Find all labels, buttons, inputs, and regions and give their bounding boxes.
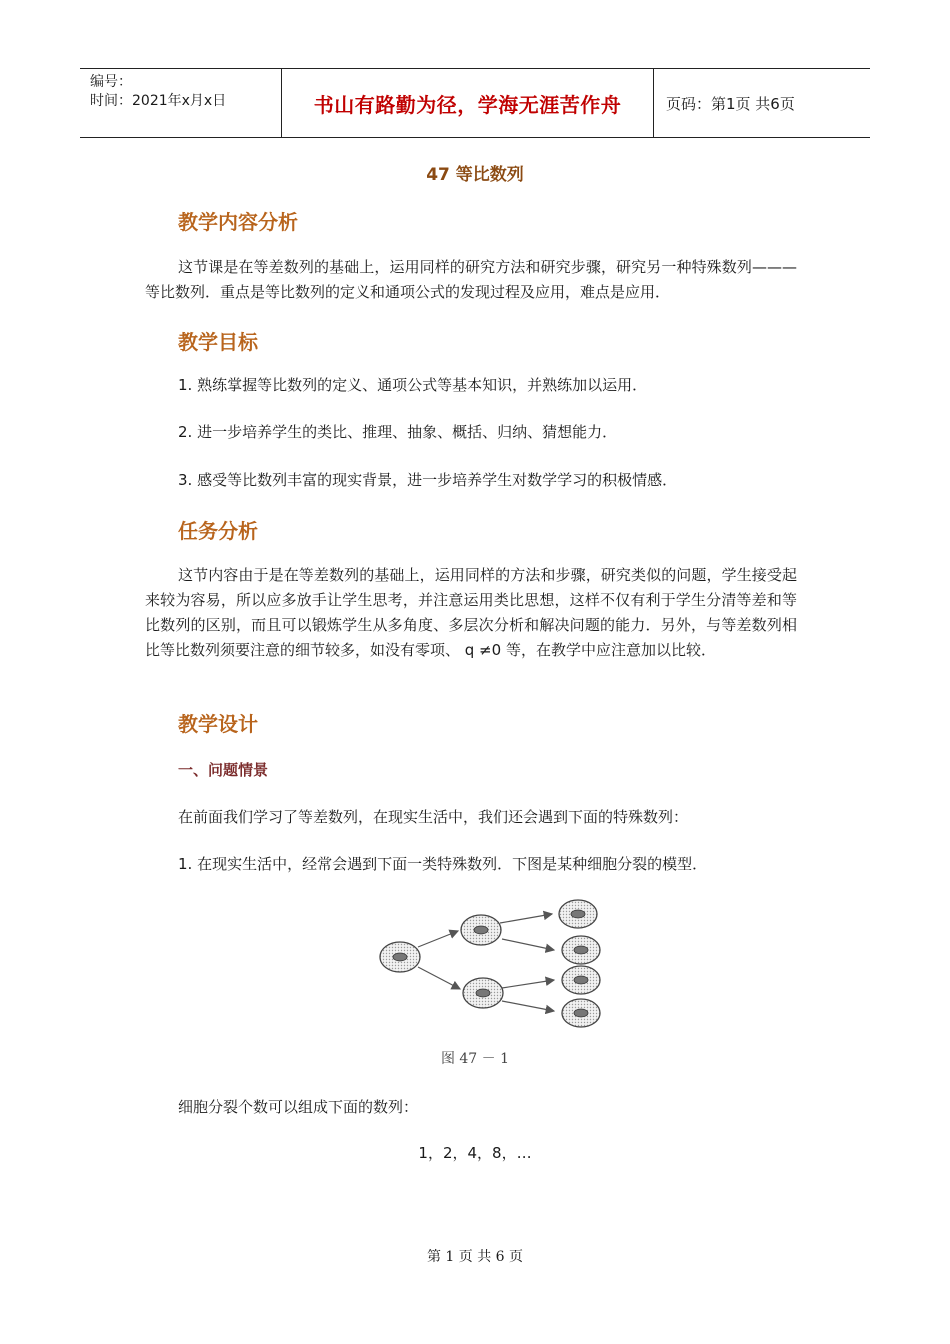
content-analysis-text: 这节课是在等差数列的基础上，运用同样的研究方法和研究步骤，研究另一种特殊数列———等比数列．重点是等比数列的定义和通项公式的发现过程及应用，难点是应用． xyxy=(145,258,797,301)
time-label: 时间：2021年x月x日 xyxy=(90,93,227,109)
header-table xyxy=(80,68,870,138)
subheading-problem-situation: 一、问题情景 xyxy=(178,761,269,779)
figure-caption: 图 47 － 1 xyxy=(440,1051,510,1067)
header-meta xyxy=(80,69,282,137)
design-item-1: 1. 在现实生活中，经常会遇到下面一类特殊数列．下图是某种细胞分裂的模型． xyxy=(178,855,708,873)
page-info: 页码：第1页 共6页 xyxy=(666,94,795,113)
heading-objectives: 教学目标 xyxy=(178,330,258,354)
sequence-formula: 1，2，4，8，… xyxy=(418,1144,532,1162)
page-footer: 第 1 页 共 6 页 xyxy=(426,1249,524,1265)
cell xyxy=(562,966,600,994)
heading-content-analysis: 教学内容分析 xyxy=(178,210,298,234)
objective-item: 2. 进一步培养学生的类比、推理、抽象、概括、归纳、猜想能力． xyxy=(178,423,618,441)
after-figure-text: 细胞分裂个数可以组成下面的数列： xyxy=(178,1098,419,1116)
document-title: 47 等比数列 xyxy=(426,165,524,185)
header-motto xyxy=(282,69,654,137)
number-label: 编号： xyxy=(90,74,132,90)
cell xyxy=(463,978,503,1008)
objective-item: 3. 感受等比数列丰富的现实背景，进一步培养学生对数学学习的积极情感． xyxy=(178,471,678,489)
heading-design: 教学设计 xyxy=(178,712,258,736)
motto-text: 书山有路勤为径，学海无涯苦作舟 xyxy=(313,92,622,117)
cell xyxy=(562,936,600,964)
cell xyxy=(380,942,420,972)
cell xyxy=(562,999,600,1027)
cell xyxy=(559,900,597,928)
cell xyxy=(461,915,501,945)
cell-division-figure xyxy=(370,895,620,1035)
design-intro: 在前面我们学习了等差数列，在现实生活中，我们还会遇到下面的特殊数列： xyxy=(178,808,689,826)
task-analysis-text: 这节内容由于是在等差数列的基础上，运用同样的方法和步骤，研究类似的问题，学生接受起来较为容易，所以应多放手让学生思考，并注意运用类比思想，这样不仅有利于学生分清等差和等比数列的区别，而且可以锻炼学生从多角度、多层次分析和解决问题的能力．另外，与等差数列相比等比数列须要注意的细节较多，如没有零项、 q ≠0 等，在教学中应注意加以比较． xyxy=(145,566,797,659)
heading-task-analysis: 任务分析 xyxy=(178,519,258,543)
objective-item: 1. 熟练掌握等比数列的定义、通项公式等基本知识，并熟练加以运用． xyxy=(178,376,648,394)
